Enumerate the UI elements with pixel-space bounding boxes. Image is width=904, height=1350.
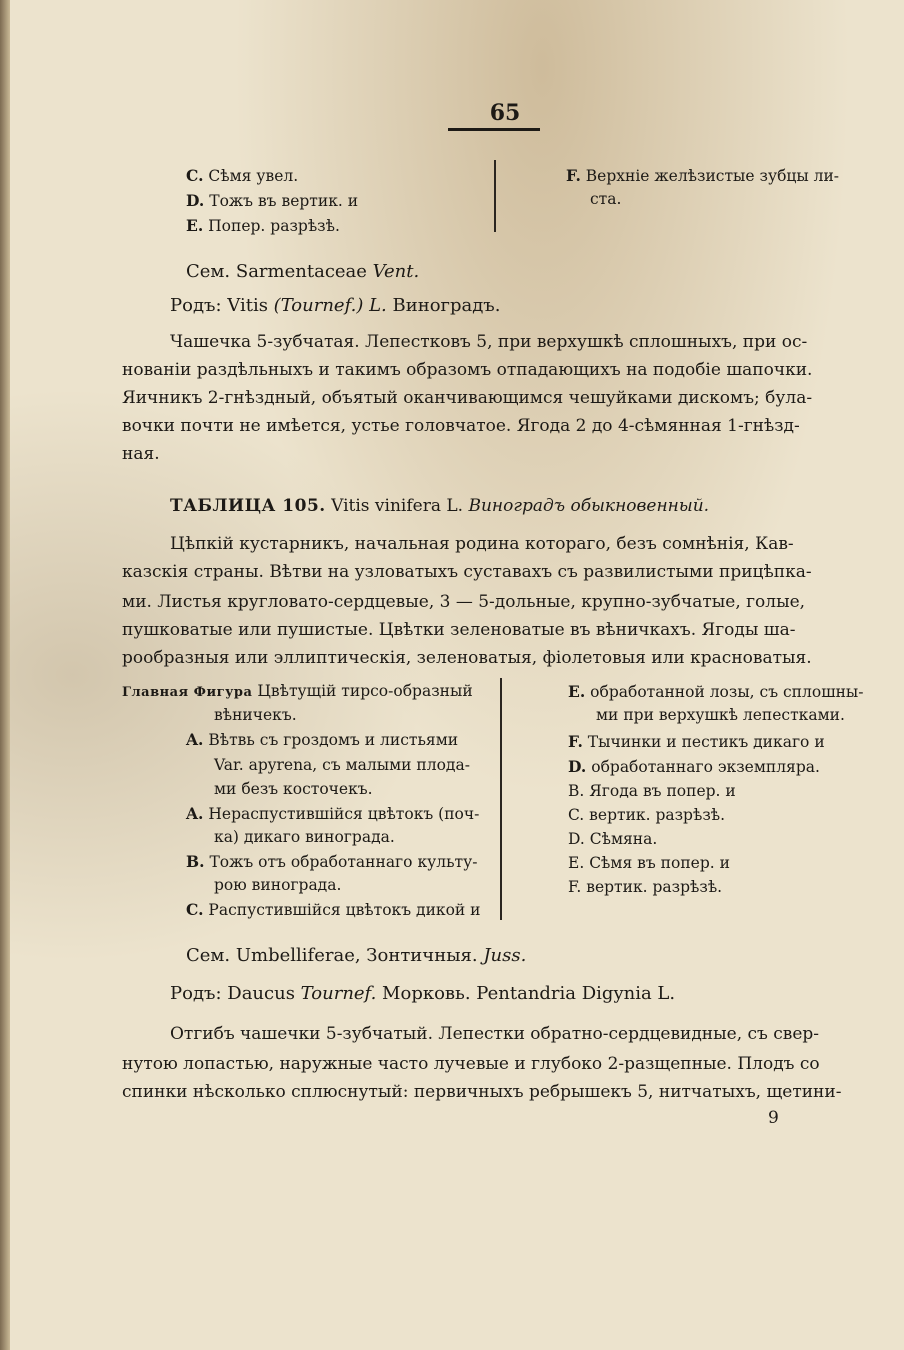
fig-caption-c: C. Распустившійся цвѣтокъ дикой и bbox=[186, 900, 481, 919]
top-fig-f: F. Верхніе желѣзистые зубцы ли- bbox=[566, 166, 840, 185]
fig-caption-main: Главная Фигура Цвѣтущій тирсо-образный bbox=[122, 682, 473, 700]
table-desc-line: Цѣпкій кустарникъ, начальная родина котораго, безъ сомнѣнія, Кав- bbox=[170, 534, 794, 554]
top-fig-c: C. Сѣмя увел. bbox=[186, 166, 299, 185]
fig-caption-a-bud: A. Нераспустившійся цвѣтокъ (поч- bbox=[186, 804, 480, 823]
fig-caption-f-seed: F. вертик. разрѣзѣ. bbox=[568, 878, 723, 896]
genus-desc-line: вочки почти не имѣется, устье головчатое. Ягода 2 до 4-сѣмянная 1-гнѣзд- bbox=[122, 416, 800, 436]
fig-caption-cont: Var. apyrena, съ малыми плода- bbox=[214, 756, 470, 774]
fig-caption-d-seeds: D. Сѣмяна. bbox=[568, 830, 658, 848]
header-rule bbox=[448, 128, 540, 131]
genus-heading-daucus: Родъ: Daucus Tournef. Морковь. Pentandria Digynia L. bbox=[170, 983, 676, 1004]
fig-caption-cont: ка) дикаго винограда. bbox=[214, 828, 395, 846]
family-heading-sarmentaceae: Сем. Sarmentaceae Vent. bbox=[186, 261, 420, 282]
table-desc-line: казскія страны. Вѣтви на узловатыхъ суставахъ съ развилистыми прицѣпка- bbox=[122, 562, 812, 582]
fig-caption-a: A. Вѣтвь съ гроздомъ и листьями bbox=[186, 730, 459, 749]
table-desc-line: рообразныя или эллиптическія, зеленоватыя, фіолетовыя или красноватыя. bbox=[122, 648, 812, 668]
fig-caption-b: B. Тожъ отъ обработаннаго культу- bbox=[186, 852, 478, 871]
fig-caption-e: E. обработанной лозы, съ сплошны- bbox=[568, 682, 864, 701]
fig-caption-d: D. обработаннаго экземпляра. bbox=[568, 757, 820, 776]
genus-desc-line: спинки нѣсколько сплюснутый: первичныхъ ребрышекъ 5, нитчатыхъ, щетини- bbox=[122, 1082, 842, 1102]
top-column-divider bbox=[494, 160, 496, 232]
genus-desc-line: Отгибъ чашечки 5-зубчатый. Лепестки обратно-сердцевидные, съ свер- bbox=[170, 1024, 820, 1044]
genus-desc-line: ная. bbox=[122, 444, 160, 464]
fig-caption-cont: рою винограда. bbox=[214, 876, 342, 894]
table-desc-line: ми. Листья кругловато-сердцевые, 3 — 5-дольные, крупно-зубчатые, голые, bbox=[122, 592, 806, 612]
top-fig-f-cont: ста. bbox=[590, 190, 622, 208]
top-fig-d: D. Тожъ въ вертик. и bbox=[186, 191, 359, 210]
fig-caption-cont: ми при верхушкѣ лепестками. bbox=[596, 706, 845, 724]
family-heading-umbelliferae: Сем. Umbelliferae, Зонтичныя. Juss. bbox=[186, 945, 527, 966]
page-number: 65 bbox=[489, 100, 521, 126]
caption-column-divider bbox=[500, 678, 502, 920]
fig-caption-e-seed: E. Сѣмя въ попер. и bbox=[568, 854, 730, 872]
genus-desc-line: нованіи раздѣльныхъ и такимъ образомъ отпадающихъ на подобіе шапочки. bbox=[122, 360, 813, 380]
genus-desc-line: Чашечка 5-зубчатая. Лепестковъ 5, при верхушкѣ сплошныхъ, при ос- bbox=[170, 332, 808, 352]
top-fig-e: E. Попер. разрѣзѣ. bbox=[186, 216, 340, 235]
fig-caption-c-berry: C. вертик. разрѣзѣ. bbox=[568, 806, 726, 824]
fig-caption-b-berry: B. Ягода въ попер. и bbox=[568, 782, 736, 800]
table-desc-line: пушковатые или пушистые. Цвѣтки зеленоватые въ вѣничкахъ. Ягоды ша- bbox=[122, 620, 796, 640]
genus-heading-vitis: Родъ: Vitis (Tournef.) L. Виноградъ. bbox=[170, 295, 501, 316]
signature-mark: 9 bbox=[768, 1108, 779, 1128]
fig-caption-f: F. Тычинки и пестикъ дикаго и bbox=[568, 732, 825, 751]
fig-caption-cont: вѣничекъ. bbox=[214, 706, 297, 724]
fig-caption-cont: ми безъ косточекъ. bbox=[214, 780, 373, 798]
page-edge-shadow bbox=[0, 0, 10, 1350]
genus-desc-line: нутою лопастью, наружные часто лучевые и глубоко 2-разщепные. Плодъ со bbox=[122, 1054, 820, 1074]
table-105-heading: ТАБЛИЦА 105. Vitis vinifera L. Виноградъ обыкновенный. bbox=[170, 496, 710, 516]
genus-desc-line: Яичникъ 2-гнѣздный, объятый оканчивающимся чешуйками дискомъ; була- bbox=[122, 388, 813, 408]
